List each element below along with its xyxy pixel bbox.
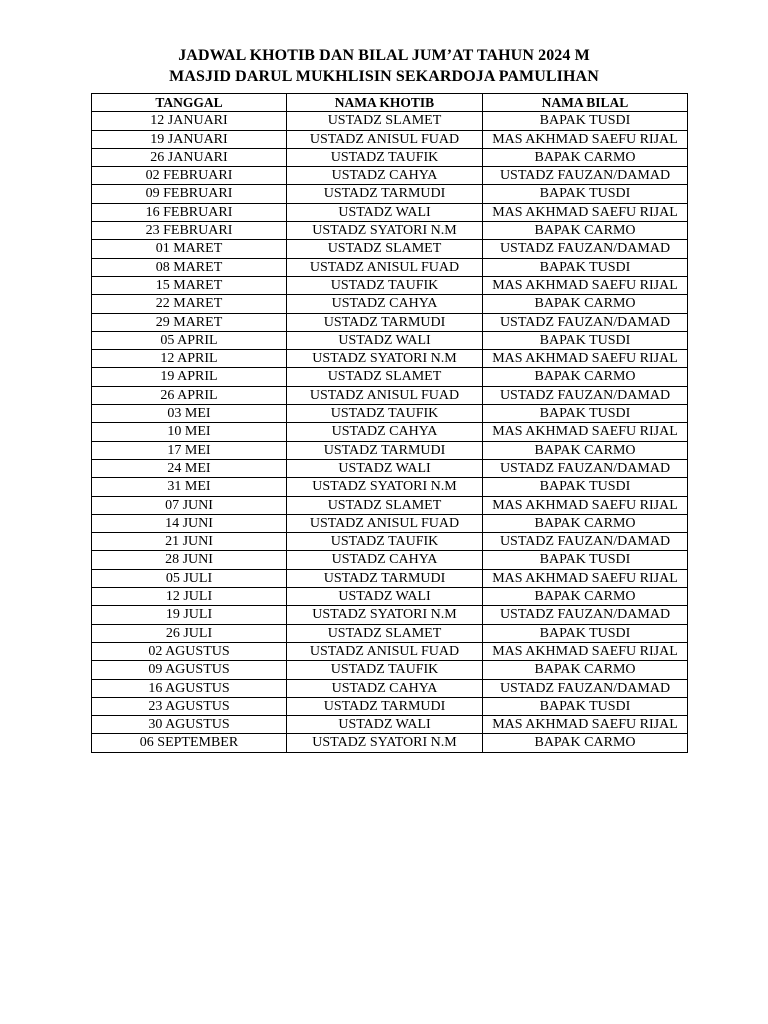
cell-nama-bilal: MAS AKHMAD SAEFU RIJAL (483, 203, 688, 221)
cell-nama-khotib: USTADZ SYATORI N.M (287, 734, 483, 752)
cell-nama-khotib: USTADZ WALI (287, 459, 483, 477)
table-row (92, 405, 688, 423)
cell-nama-bilal: BAPAK TUSDI (483, 478, 688, 496)
table-row (92, 240, 688, 258)
cell-tanggal: 15 MARET (92, 276, 287, 294)
cell-nama-bilal: BAPAK CARMO (483, 368, 688, 386)
cell-tanggal: 06 SEPTEMBER (92, 734, 287, 752)
cell-nama-khotib: USTADZ WALI (287, 716, 483, 734)
cell-nama-khotib: USTADZ ANISUL FUAD (287, 642, 483, 660)
cell-tanggal: 29 MARET (92, 313, 287, 331)
document-title (0, 45, 768, 87)
cell-tanggal: 30 AGUSTUS (92, 716, 287, 734)
cell-nama-khotib: USTADZ ANISUL FUAD (287, 386, 483, 404)
cell-nama-bilal: USTADZ FAUZAN/DAMAD (483, 386, 688, 404)
cell-tanggal: 21 JUNI (92, 533, 287, 551)
cell-tanggal: 19 JANUARI (92, 130, 287, 148)
cell-nama-bilal: MAS AKHMAD SAEFU RIJAL (483, 423, 688, 441)
cell-nama-bilal: BAPAK TUSDI (483, 331, 688, 349)
cell-nama-khotib: USTADZ WALI (287, 203, 483, 221)
cell-nama-bilal: USTADZ FAUZAN/DAMAD (483, 240, 688, 258)
cell-nama-bilal: USTADZ FAUZAN/DAMAD (483, 459, 688, 477)
cell-nama-khotib: USTADZ TAUFIK (287, 661, 483, 679)
table-header-row (92, 94, 688, 112)
cell-nama-khotib: USTADZ ANISUL FUAD (287, 258, 483, 276)
cell-nama-bilal: BAPAK TUSDI (483, 258, 688, 276)
cell-nama-bilal: BAPAK TUSDI (483, 551, 688, 569)
cell-nama-bilal: USTADZ FAUZAN/DAMAD (483, 533, 688, 551)
cell-nama-khotib: USTADZ TAUFIK (287, 405, 483, 423)
cell-nama-khotib: USTADZ SLAMET (287, 624, 483, 642)
table-row (92, 734, 688, 752)
cell-nama-bilal: USTADZ FAUZAN/DAMAD (483, 679, 688, 697)
cell-nama-bilal: MAS AKHMAD SAEFU RIJAL (483, 716, 688, 734)
cell-nama-bilal: MAS AKHMAD SAEFU RIJAL (483, 569, 688, 587)
cell-nama-khotib: USTADZ TAUFIK (287, 533, 483, 551)
table-row (92, 624, 688, 642)
cell-tanggal: 28 JUNI (92, 551, 287, 569)
cell-tanggal: 05 JULI (92, 569, 287, 587)
table-row (92, 258, 688, 276)
table-row (92, 716, 688, 734)
table-row (92, 350, 688, 368)
table-row (92, 496, 688, 514)
cell-tanggal: 26 JANUARI (92, 148, 287, 166)
cell-nama-khotib: USTADZ TARMUDI (287, 697, 483, 715)
cell-nama-bilal: MAS AKHMAD SAEFU RIJAL (483, 350, 688, 368)
cell-tanggal: 12 JANUARI (92, 112, 287, 130)
cell-nama-khotib: USTADZ SLAMET (287, 496, 483, 514)
table-row (92, 551, 688, 569)
cell-nama-bilal: BAPAK TUSDI (483, 112, 688, 130)
cell-tanggal: 16 FEBRUARI (92, 203, 287, 221)
cell-tanggal: 01 MARET (92, 240, 287, 258)
cell-nama-khotib: USTADZ WALI (287, 331, 483, 349)
cell-nama-khotib: USTADZ TARMUDI (287, 313, 483, 331)
cell-tanggal: 19 JULI (92, 606, 287, 624)
cell-tanggal: 12 APRIL (92, 350, 287, 368)
table-row (92, 313, 688, 331)
table-row (92, 203, 688, 221)
cell-nama-khotib: USTADZ CAHYA (287, 679, 483, 697)
table-row (92, 386, 688, 404)
cell-nama-bilal: BAPAK CARMO (483, 588, 688, 606)
cell-nama-bilal: BAPAK CARMO (483, 441, 688, 459)
table-row (92, 441, 688, 459)
cell-nama-khotib: USTADZ SYATORI N.M (287, 606, 483, 624)
cell-nama-bilal: USTADZ FAUZAN/DAMAD (483, 313, 688, 331)
cell-nama-khotib: USTADZ TARMUDI (287, 185, 483, 203)
cell-nama-bilal: MAS AKHMAD SAEFU RIJAL (483, 130, 688, 148)
cell-nama-khotib: USTADZ TARMUDI (287, 569, 483, 587)
cell-nama-khotib: USTADZ SYATORI N.M (287, 478, 483, 496)
cell-nama-bilal: BAPAK TUSDI (483, 697, 688, 715)
cell-tanggal: 14 JUNI (92, 514, 287, 532)
cell-nama-bilal: BAPAK TUSDI (483, 405, 688, 423)
cell-tanggal: 10 MEI (92, 423, 287, 441)
cell-tanggal: 09 AGUSTUS (92, 661, 287, 679)
cell-nama-khotib: USTADZ SLAMET (287, 112, 483, 130)
cell-nama-bilal: BAPAK CARMO (483, 148, 688, 166)
cell-tanggal: 23 AGUSTUS (92, 697, 287, 715)
table-row (92, 478, 688, 496)
table-row (92, 459, 688, 477)
cell-nama-bilal: MAS AKHMAD SAEFU RIJAL (483, 276, 688, 294)
cell-tanggal: 24 MEI (92, 459, 287, 477)
cell-tanggal: 12 JULI (92, 588, 287, 606)
cell-tanggal: 16 AGUSTUS (92, 679, 287, 697)
table-row (92, 222, 688, 240)
table-row (92, 148, 688, 166)
header-tanggal: TANGGAL (92, 94, 287, 112)
cell-tanggal: 08 MARET (92, 258, 287, 276)
cell-nama-khotib: USTADZ CAHYA (287, 551, 483, 569)
table-row (92, 679, 688, 697)
cell-nama-khotib: USTADZ CAHYA (287, 167, 483, 185)
cell-nama-khotib: USTADZ WALI (287, 588, 483, 606)
cell-nama-bilal: MAS AKHMAD SAEFU RIJAL (483, 496, 688, 514)
table-row (92, 130, 688, 148)
table-row (92, 368, 688, 386)
cell-nama-bilal: BAPAK CARMO (483, 222, 688, 240)
schedule-table (91, 93, 688, 753)
cell-nama-khotib: USTADZ ANISUL FUAD (287, 514, 483, 532)
cell-nama-bilal: USTADZ FAUZAN/DAMAD (483, 167, 688, 185)
cell-nama-bilal: BAPAK CARMO (483, 734, 688, 752)
cell-tanggal: 07 JUNI (92, 496, 287, 514)
cell-nama-khotib: USTADZ SYATORI N.M (287, 350, 483, 368)
cell-nama-khotib: USTADZ TAUFIK (287, 276, 483, 294)
cell-nama-khotib: USTADZ ANISUL FUAD (287, 130, 483, 148)
header-nama-bilal: NAMA BILAL (483, 94, 688, 112)
cell-tanggal: 09 FEBRUARI (92, 185, 287, 203)
table-row (92, 697, 688, 715)
cell-nama-bilal: USTADZ FAUZAN/DAMAD (483, 606, 688, 624)
cell-nama-khotib: USTADZ CAHYA (287, 423, 483, 441)
cell-tanggal: 05 APRIL (92, 331, 287, 349)
table-row (92, 167, 688, 185)
cell-nama-bilal: BAPAK TUSDI (483, 624, 688, 642)
table-row (92, 331, 688, 349)
cell-nama-bilal: BAPAK CARMO (483, 661, 688, 679)
table-row (92, 661, 688, 679)
cell-tanggal: 26 JULI (92, 624, 287, 642)
cell-nama-khotib: USTADZ TARMUDI (287, 441, 483, 459)
cell-nama-khotib: USTADZ CAHYA (287, 295, 483, 313)
cell-tanggal: 31 MEI (92, 478, 287, 496)
cell-nama-khotib: USTADZ SLAMET (287, 240, 483, 258)
title-line-2: MASJID DARUL MUKHLISIN SEKARDOJA PAMULIHAN (169, 68, 599, 85)
cell-tanggal: 19 APRIL (92, 368, 287, 386)
table-row (92, 112, 688, 130)
cell-nama-khotib: USTADZ SYATORI N.M (287, 222, 483, 240)
table-row (92, 423, 688, 441)
cell-nama-bilal: BAPAK CARMO (483, 295, 688, 313)
table-row (92, 295, 688, 313)
cell-tanggal: 23 FEBRUARI (92, 222, 287, 240)
schedule-body (92, 112, 688, 752)
cell-tanggal: 03 MEI (92, 405, 287, 423)
cell-tanggal: 02 AGUSTUS (92, 642, 287, 660)
cell-tanggal: 17 MEI (92, 441, 287, 459)
cell-tanggal: 26 APRIL (92, 386, 287, 404)
cell-nama-bilal: BAPAK CARMO (483, 514, 688, 532)
cell-nama-khotib: USTADZ TAUFIK (287, 148, 483, 166)
cell-nama-bilal: BAPAK TUSDI (483, 185, 688, 203)
cell-tanggal: 22 MARET (92, 295, 287, 313)
table-row (92, 642, 688, 660)
table-row (92, 588, 688, 606)
cell-nama-khotib: USTADZ SLAMET (287, 368, 483, 386)
cell-tanggal: 02 FEBRUARI (92, 167, 287, 185)
table-row (92, 569, 688, 587)
table-row (92, 533, 688, 551)
table-row (92, 606, 688, 624)
table-row (92, 276, 688, 294)
table-row (92, 514, 688, 532)
table-row (92, 185, 688, 203)
cell-nama-bilal: MAS AKHMAD SAEFU RIJAL (483, 642, 688, 660)
header-nama-khotib: NAMA KHOTIB (287, 94, 483, 112)
title-line-1: JADWAL KHOTIB DAN BILAL JUM’AT TAHUN 2024 M (178, 47, 590, 64)
